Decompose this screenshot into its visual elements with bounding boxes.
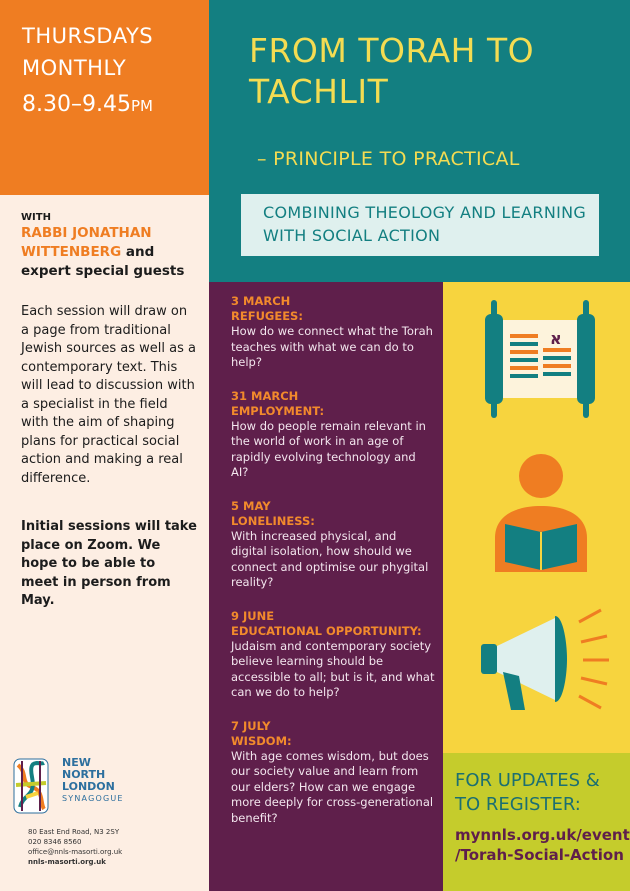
session-item <box>231 719 435 827</box>
org-name-line1: NEW <box>62 756 91 769</box>
session-topic: WISDOM: <box>231 733 292 748</box>
torah-scroll-icon <box>485 296 595 422</box>
session-date: 31 MARCH <box>231 388 299 403</box>
session-text: How do we connect what the Torah teaches with what we can do to help? <box>231 324 433 369</box>
register-heading: FOR UPDATES & TO REGISTER: <box>455 770 600 815</box>
info-column <box>0 195 209 891</box>
megaphone-icon <box>471 602 611 722</box>
session-topic: EDUCATIONAL OPPORTUNITY: <box>231 623 422 638</box>
session-text: Judaism and contemporary society believe learning should be accessible to all; but is it, and what can we do to help? <box>231 638 435 699</box>
session-item <box>231 499 435 591</box>
icon-column <box>443 282 630 753</box>
reader-icon <box>485 452 597 578</box>
session-text: How do people remain relevant in the world of work in an age of rapidly evolving technology and AI? <box>231 418 426 479</box>
svg-text:א: א <box>550 329 562 348</box>
session-topic: LONELINESS: <box>231 513 315 528</box>
zoom-note: Initial sessions will take place on Zoom. We hope to be able to meet in person from May. <box>21 519 197 608</box>
tagline-box: COMBINING THEOLOGY AND LEARNING WITH SOCIAL ACTION <box>241 194 599 256</box>
session-date: 9 JUNE <box>231 608 275 623</box>
org-address: 80 East End Road, N3 2SY <box>28 828 120 836</box>
schedule-panel <box>0 0 209 195</box>
session-item <box>231 294 435 371</box>
session-topic: REFUGEES: <box>231 309 303 323</box>
hero-panel <box>209 0 630 282</box>
contact-details <box>28 827 122 867</box>
register-link[interactable] <box>455 825 630 865</box>
host-name: RABBI JONATHAN WITTENBERG <box>21 225 152 260</box>
register-panel <box>443 753 630 891</box>
schedule-time-suffix: PM <box>130 97 153 115</box>
schedule-day: THURSDAYS <box>22 24 154 48</box>
session-text: With age comes wisdom, but does our society value and learn from our elders? How can we engage more deeply for cross-generational benefit? <box>231 748 434 825</box>
org-name-line4: SYNAGOGUE <box>62 794 124 803</box>
session-topic: EMPLOYMENT: <box>231 403 325 418</box>
session-text: With increased physical, and digital isolation, how should we connect and optimise our phygital reality? <box>231 528 429 589</box>
register-link-line2[interactable]: /Torah-Social-Action <box>455 846 624 864</box>
host-extra: and expert special guests <box>21 244 185 279</box>
session-list <box>209 282 443 891</box>
schedule-time-value: 8.30–9.45 <box>22 92 131 117</box>
register-link-line1[interactable]: mynnls.org.uk/event <box>455 826 630 844</box>
org-name-line3: LONDON <box>62 780 115 793</box>
with-label: WITH <box>21 212 51 223</box>
session-item <box>231 389 435 481</box>
host-line <box>21 224 197 281</box>
page-title: FROM TORAH TO TACHLIT <box>249 31 535 111</box>
org-email-link[interactable]: office@nnls-masorti.org.uk <box>28 848 123 856</box>
session-date: 3 MARCH <box>231 294 291 308</box>
org-name <box>62 757 124 805</box>
description: Each session will draw on a page from traditional Jewish sources as well as a contemporary text. This will lead to discussion with a specialist in the field with the aim of shaping plans for practical social action and making a real difference. <box>21 304 196 486</box>
schedule-frequency: MONTHLY <box>22 56 127 80</box>
org-phone: 020 8346 8560 <box>28 838 82 846</box>
session-date: 5 MAY <box>231 498 271 513</box>
org-website-link[interactable]: nnls-masorti.org.uk <box>28 858 106 866</box>
schedule-time <box>22 92 209 117</box>
session-item <box>231 609 435 701</box>
page-subtitle: – PRINCIPLE TO PRACTICAL <box>257 148 520 170</box>
org-name-line2: NORTH <box>62 768 106 781</box>
session-date: 7 JULY <box>231 718 271 733</box>
